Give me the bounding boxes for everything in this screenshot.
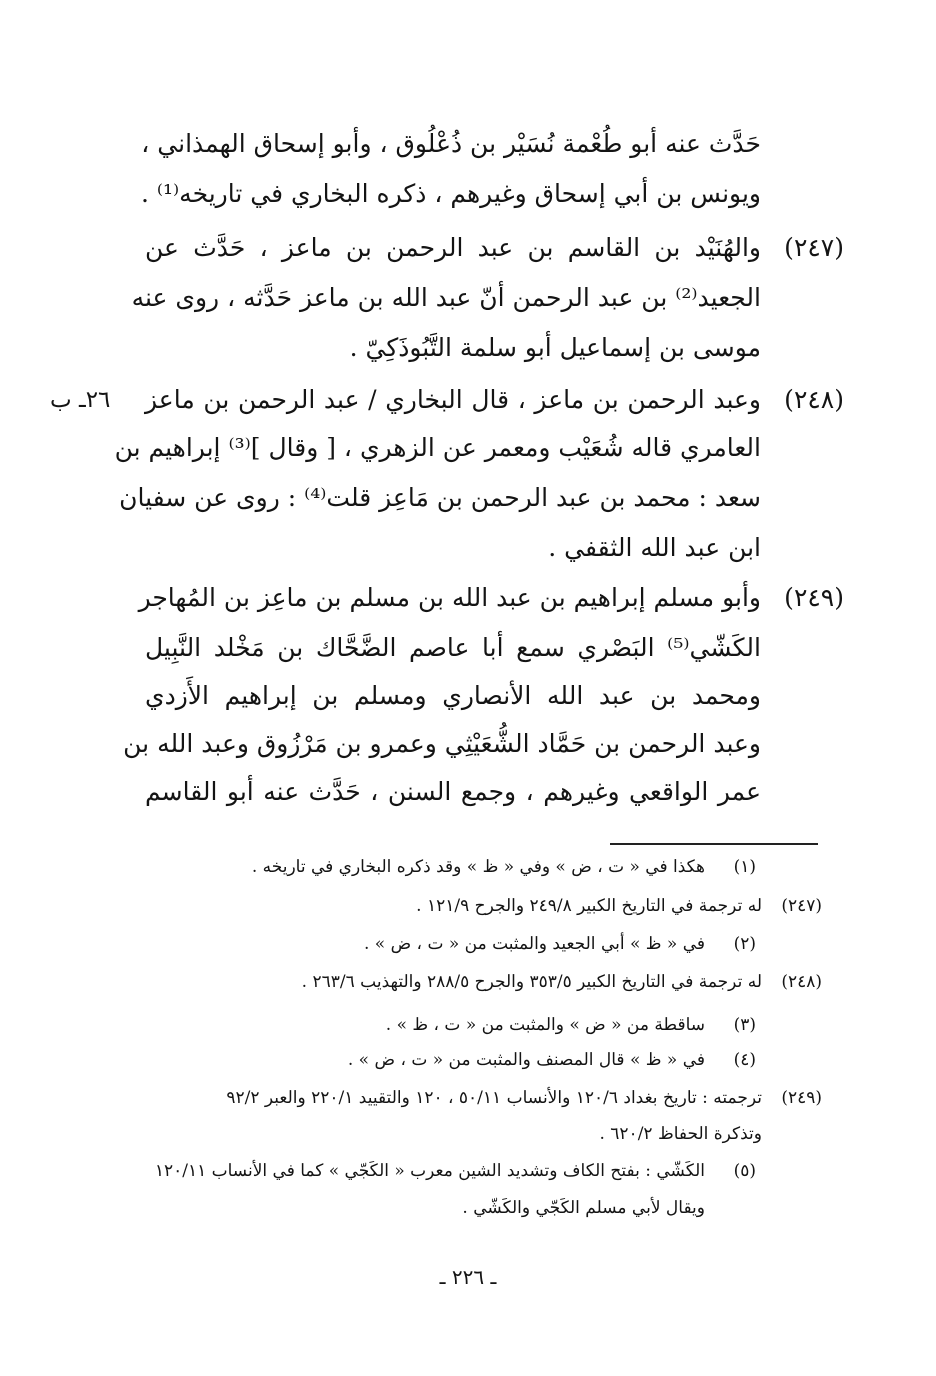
footnote-line: له ترجمة في التاريخ الكبير ٣٥٣/٥ والجرح ٢٨٨/٥ والتهذيب ٢٦٣/٦ . (301, 972, 762, 992)
footnote-label: (٢٤٨) (781, 972, 822, 992)
footnote-line: الكَشّي : بفتح الكاف وتشديد الشين معرب « الكَجّي » كما في الأنساب ١٢٠/١١ (154, 1161, 705, 1181)
text-line: وعبد الرحمن بن ماعز ، قال البخاري / عبد الرحمن بن ماعز (145, 385, 761, 414)
footnote-label: (٢٤٩) (781, 1088, 822, 1108)
text-line: حَدَّث عنه أبو طُعْمة نُسَيْر بن ذُعْلُوق ، وأبو إسحاق الهمذاني ، (141, 129, 761, 158)
footnote-line: ويقال لأبي مسلم الكَجّي والكَشّي . (462, 1198, 705, 1218)
text-line: ابن عبد الله الثقفي . (548, 533, 761, 562)
text-line: وعبد الرحمن بن حَمَّاد الشُّعَيْثِي وعمرو بن مَرْزُوق وعبد الله بن (123, 729, 761, 758)
entry-number: (٢٤٧) (784, 233, 844, 262)
footnote-label: (٢٤٧) (781, 896, 822, 916)
footnote-line: ترجمته : تاريخ بغداد ١٢٠/٦ والأنساب ٥٠/١١ ، ١٢٠ والتقييد ٢٢٠/١ والعبر ٩٢/٢ (226, 1088, 762, 1108)
footnote-line: له ترجمة في التاريخ الكبير ٢٤٩/٨ والجرح ١٢١/٩ . (416, 896, 762, 916)
footnote-label: (٢) (733, 934, 756, 954)
entry-number: (٢٤٩) (784, 583, 844, 612)
text-line: والهُنَيْد بن القاسم بن عبد الرحمن بن ماعز ، حَدَّث عن (145, 233, 761, 262)
text-line: موسى بن إسماعيل أبو سلمة التَّبُوذَكِيّ . (349, 333, 761, 362)
entry-number: (٢٤٨) (784, 385, 844, 414)
text-line: العامري قاله شُعَيْب ومعمر عن الزهري ، [ وقال ]⁽³⁾ إبراهيم بن (114, 433, 761, 462)
text-line: الكَشّي⁽⁵⁾ البَصْري سمع أبا عاصم الضَّحَّاك بن مَخْلد النَّبِيل (145, 633, 761, 662)
footnote-line: ساقطة من « ض » والمثبت من « ت ، ظ » . (385, 1015, 705, 1035)
footnote-line: هكذا في « ت ، ض » وفي « ظ » وقد ذكره البخاري في تاريخه . (251, 857, 705, 877)
page-number: ـ ٢٢٦ ـ (439, 1265, 497, 1289)
folio-margin-note: ٢٦ـ ب (50, 387, 111, 413)
text-line: عمر الواقعي وغيرهم ، وجمع السنن ، حَدَّث عنه أبو القاسم (145, 777, 761, 806)
text-line: وأبو مسلم إبراهيم بن عبد الله بن مسلم بن ماعِز بن المُهاجر (138, 583, 761, 612)
footnote-line: في « ظ » أبي الجعيد والمثبت من « ت ، ض » . (363, 934, 705, 954)
text-line: ومحمد بن عبد الله الأنصاري ومسلم بن إبراهيم الأَزدي (145, 681, 761, 710)
text-line: ويونس بن أبي إسحاق وغيرهم ، ذكره البخاري في تاريخه⁽¹⁾ . (140, 179, 761, 208)
footnote-line: وتذكرة الحفاظ ٦٢٠/٢ . (599, 1124, 762, 1144)
footnote-label: (١) (733, 857, 756, 877)
footnote-label: (٣) (733, 1015, 756, 1035)
footnote-label: (٤) (733, 1050, 756, 1070)
footnote-label: (٥) (733, 1161, 756, 1181)
text-line: سعد : محمد بن عبد الرحمن بن مَاعِز قلت⁽⁴⁾ : روى عن سفيان (119, 483, 761, 512)
text-line: الجعيد⁽²⁾ بن عبد الرحمن أنّ عبد الله بن ماعز حَدَّثه ، روى عنه (131, 283, 761, 312)
footnote-divider (610, 843, 818, 845)
footnote-line: في « ظ » قال المصنف والمثبت من « ت ، ض » . (347, 1050, 705, 1070)
